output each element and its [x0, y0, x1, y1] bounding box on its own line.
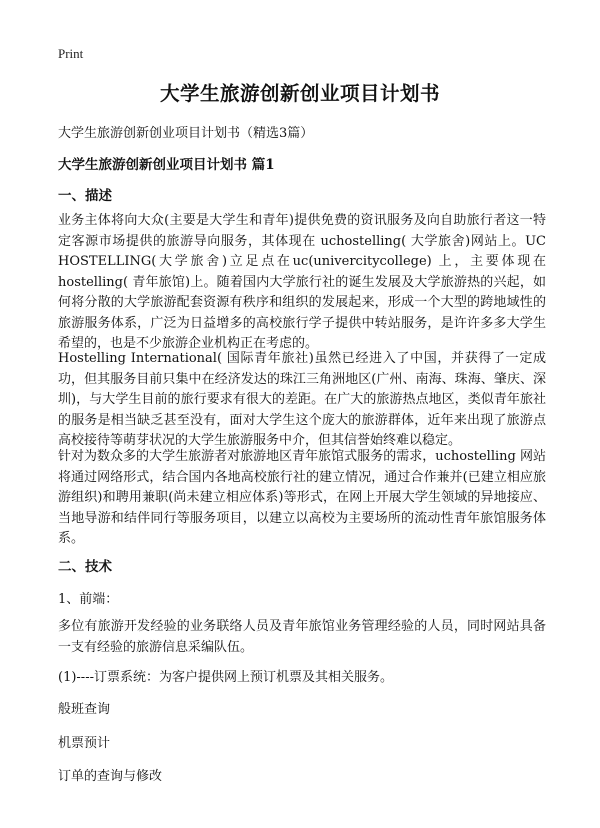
print-link[interactable]: Print: [58, 46, 84, 61]
booking-system-line: (1)----订票系统：为客户提供网上预订机票及其相关服务。: [58, 670, 393, 685]
document-title: 大学生旅游创新创业项目计划书: [159, 82, 440, 105]
list-item: 般班查询: [58, 702, 111, 717]
paragraph-front-end: 多位有旅游开发经验的业务联络人员及青年旅馆业务管理经验的人员，同时网站具备一支有经验的旅游信息采编队伍。: [58, 619, 546, 655]
list-item: 机票预计: [58, 736, 111, 751]
paragraph-description-2: Hostelling International( 国际青年旅社)虽然已经进入了中国，并获得了一定成功，但其服务目前只集中在经济发达的珠江三角洲地区(广州、南海、珠海、肇庆、深圳)，与大学生目前的旅行要求有很大的差距。在广大的旅游热点地区，类似青年旅社的服务是相当缺乏甚至没有，面对大学生这个庞大的旅游群体，近年来出现了旅游点高校接待等萌芽状况的大学生旅游服务中介，但其信誉始终难以稳定。: [58, 351, 546, 448]
section-heading-technology: 二、技术: [58, 559, 112, 575]
paragraph-description-1: 业务主体将向大众(主要是大学生和青年)提供免费的资讯服务及向自助旅行者这一特定客源市场提供的旅游导向服务，其体现在 uchostelling( 大学旅舍)网站上。UC HOSTELLING(大学旅舍)立足点在uc(univercitycollege) 上，主要体现在hostelling( 青年旅馆)上。随着国内大学旅行社的诞生发展及大学旅游热的兴起，如何将分散的大学旅游配套资源有秩序和组织的发展起来，形成一个大型的跨地域性的旅游服务体系，广泛为日益增多的高校旅行学子提供中转站服务，是许许多多大学生希望的，也是不少旅游企业机构正在考虑的。: [58, 213, 546, 351]
part-heading: 大学生旅游创新创业项目计划书 篇1: [58, 157, 275, 173]
document-subtitle: 大学生旅游创新创业项目计划书（精选3篇）: [58, 126, 314, 141]
section-heading-description: 一、描述: [58, 188, 112, 204]
front-end-label: 1、前端：: [58, 592, 119, 607]
paragraph-description-3: 针对为数众多的大学生旅游者对旅游地区青年旅馆式服务的需求，uchostelling 网站将通过网络形式，结合国内各地高校旅行社的建立情况，通过合作兼并(已建立相应旅游组织)和聘用兼职(尚未建立相应体系)等形式，在网上开展大学生领域的异地接应、当地导游和结伴同行等服务项目，以建立以高校为主要场所的流动性青年旅馆服务体系。: [58, 449, 546, 546]
list-item: 订单的查询与修改: [58, 769, 163, 784]
